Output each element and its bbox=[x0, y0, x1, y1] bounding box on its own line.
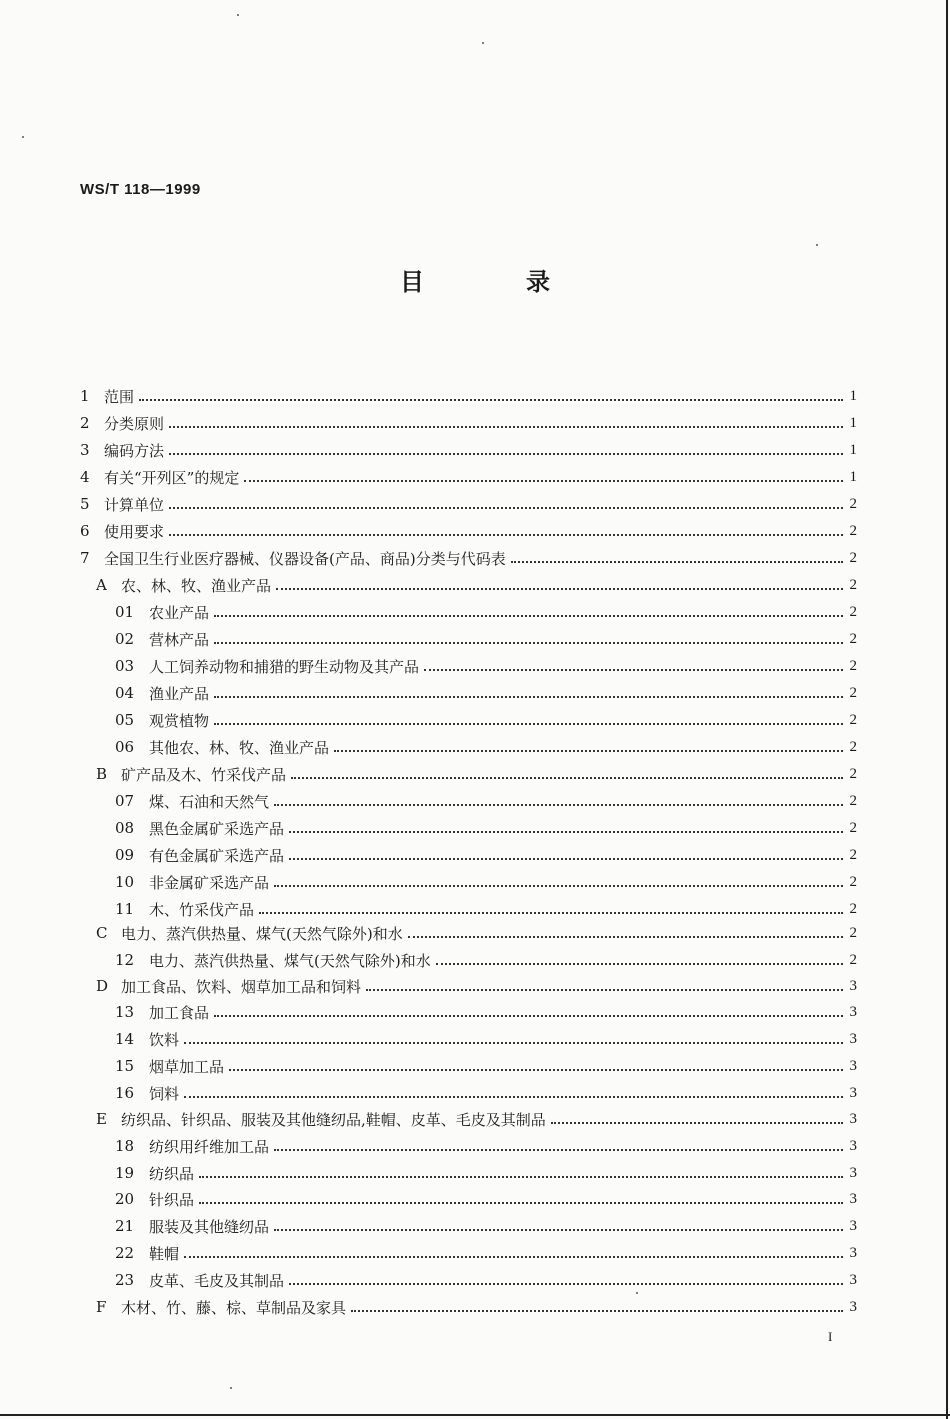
toc-page: 2 bbox=[849, 819, 857, 836]
toc-page: 2 bbox=[849, 630, 857, 647]
toc-number: 08 bbox=[115, 819, 135, 837]
toc-page: 3 bbox=[849, 1137, 857, 1154]
toc-leader bbox=[334, 748, 843, 752]
toc-entry[interactable] bbox=[115, 680, 857, 706]
toc-entry[interactable] bbox=[80, 437, 857, 463]
toc-number: 09 bbox=[115, 846, 135, 864]
toc-entry[interactable] bbox=[115, 1053, 857, 1079]
toc-title: 矿产品及木、竹采伐产品 bbox=[121, 765, 287, 784]
toc-page: 2 bbox=[849, 846, 857, 863]
toc-title: 营林产品 bbox=[149, 630, 210, 649]
toc-entry[interactable] bbox=[96, 973, 857, 999]
toc-leader bbox=[184, 1040, 843, 1044]
toc-entry[interactable] bbox=[115, 788, 857, 814]
toc-page: 1 bbox=[849, 414, 857, 431]
toc-page: 3 bbox=[849, 1271, 857, 1288]
toc-page: 3 bbox=[849, 1030, 857, 1047]
toc-number: 05 bbox=[115, 711, 135, 729]
toc-entry[interactable] bbox=[115, 999, 857, 1025]
toc-title: 煤、石油和天然气 bbox=[149, 792, 270, 811]
toc-entry[interactable] bbox=[115, 653, 857, 679]
toc-page: 2 bbox=[849, 522, 857, 539]
toc-title: 范围 bbox=[104, 387, 135, 406]
toc-entry[interactable] bbox=[115, 707, 857, 733]
toc-title: 观赏植物 bbox=[149, 711, 210, 730]
toc-title: 其他农、林、牧、渔业产品 bbox=[149, 738, 330, 757]
toc-page: 2 bbox=[849, 924, 857, 941]
toc-entry[interactable] bbox=[115, 869, 857, 895]
toc-leader bbox=[214, 1013, 843, 1017]
toc-page: 3 bbox=[849, 1244, 857, 1261]
toc-entry[interactable] bbox=[115, 842, 857, 868]
toc-entry[interactable] bbox=[115, 815, 857, 841]
toc-page: 2 bbox=[849, 684, 857, 701]
toc-entry[interactable] bbox=[80, 545, 857, 571]
toc-number: 03 bbox=[115, 657, 135, 675]
toc-number: 06 bbox=[115, 738, 135, 756]
toc-page: 2 bbox=[849, 549, 857, 566]
toc-number: 10 bbox=[115, 873, 135, 891]
toc-entry[interactable] bbox=[80, 410, 857, 436]
toc-leader bbox=[259, 910, 843, 914]
toc-leader bbox=[184, 1254, 843, 1258]
toc-number: 23 bbox=[115, 1271, 135, 1289]
toc-title: 电力、蒸汽供热量、煤气(天然气除外)和水 bbox=[121, 924, 403, 943]
toc-entry[interactable] bbox=[115, 734, 857, 760]
toc-title: 纺织品、针织品、服装及其他缝纫品,鞋帽、皮革、毛皮及其制品 bbox=[121, 1110, 546, 1129]
toc-leader bbox=[199, 1174, 843, 1178]
toc-number: 3 bbox=[80, 441, 90, 459]
toc-title: 皮革、毛皮及其制品 bbox=[149, 1271, 285, 1290]
toc-leader bbox=[511, 559, 843, 563]
toc-leader bbox=[291, 775, 843, 779]
toc-number: 2 bbox=[80, 414, 90, 432]
toc-page: 2 bbox=[849, 873, 857, 890]
toc-entry[interactable] bbox=[115, 1213, 857, 1239]
toc-entry[interactable] bbox=[115, 896, 857, 922]
toc-page: 1 bbox=[849, 468, 857, 485]
toc-number: 22 bbox=[115, 1244, 135, 1262]
toc-entry[interactable] bbox=[80, 491, 857, 517]
toc-entry[interactable] bbox=[115, 1267, 857, 1293]
toc-title: 饲料 bbox=[149, 1084, 180, 1103]
toc-leader bbox=[551, 1120, 843, 1124]
toc-entry[interactable] bbox=[115, 1080, 857, 1106]
toc-page: 3 bbox=[849, 977, 857, 994]
toc-leader bbox=[408, 934, 843, 938]
toc-title: 非金属矿采选产品 bbox=[149, 873, 270, 892]
toc-entry[interactable] bbox=[96, 572, 857, 598]
toc-title: 针织品 bbox=[149, 1190, 195, 1209]
toc-page: 3 bbox=[849, 1110, 857, 1127]
toc-entry[interactable] bbox=[115, 1186, 857, 1212]
toc-page: 2 bbox=[849, 657, 857, 674]
toc-leader bbox=[169, 505, 843, 509]
toc-number: 01 bbox=[115, 603, 135, 621]
toc-entry[interactable] bbox=[96, 1294, 857, 1320]
toc-number: 04 bbox=[115, 684, 135, 702]
toc-entry[interactable] bbox=[96, 1106, 857, 1132]
toc-entry[interactable] bbox=[96, 761, 857, 787]
toc-number: 15 bbox=[115, 1057, 135, 1075]
toc-leader bbox=[139, 397, 843, 401]
page-number: I bbox=[828, 1329, 833, 1344]
toc-number: 5 bbox=[80, 495, 90, 513]
toc-title: 农、林、牧、渔业产品 bbox=[121, 576, 272, 595]
toc-entry[interactable] bbox=[80, 518, 857, 544]
toc-leader bbox=[274, 1147, 843, 1151]
toc-number: 14 bbox=[115, 1030, 135, 1048]
document-code: WS/T 118—1999 bbox=[80, 181, 201, 198]
toc-page: 2 bbox=[849, 951, 857, 968]
toc-leader bbox=[436, 961, 843, 965]
toc-number: 6 bbox=[80, 522, 90, 540]
toc-page: 3 bbox=[849, 1190, 857, 1207]
toc-page: 3 bbox=[849, 1084, 857, 1101]
toc-leader bbox=[169, 532, 843, 536]
toc-page: 2 bbox=[849, 792, 857, 809]
toc-title: 人工饲养动物和捕猎的野生动物及其产品 bbox=[149, 657, 420, 676]
toc-leader bbox=[199, 1200, 843, 1204]
toc-number: C bbox=[96, 924, 108, 942]
toc-page: 1 bbox=[849, 387, 857, 404]
toc-title: 分类原则 bbox=[104, 414, 165, 433]
toc-leader bbox=[214, 694, 843, 698]
toc-page: 2 bbox=[849, 738, 857, 755]
toc-leader bbox=[289, 829, 843, 833]
toc-leader bbox=[169, 424, 843, 428]
title-char-1: 目 bbox=[400, 268, 424, 296]
toc-number: E bbox=[96, 1110, 107, 1128]
toc-leader bbox=[274, 1227, 843, 1231]
toc-title: 服装及其他缝纫品 bbox=[149, 1217, 270, 1236]
toc-number: 11 bbox=[115, 900, 135, 918]
toc-page: 2 bbox=[849, 765, 857, 782]
toc-title: 有关“开列区”的规定 bbox=[104, 468, 240, 487]
toc-title: 编码方法 bbox=[104, 441, 165, 460]
toc-leader bbox=[351, 1308, 843, 1312]
toc-number: 19 bbox=[115, 1164, 135, 1182]
page-title bbox=[400, 262, 550, 297]
toc-number: B bbox=[96, 765, 108, 783]
toc-number: 7 bbox=[80, 549, 90, 567]
toc-entry[interactable] bbox=[115, 1133, 857, 1159]
page-edge-bottom bbox=[0, 1414, 950, 1416]
toc-number: 12 bbox=[115, 951, 135, 969]
toc-number: 18 bbox=[115, 1137, 135, 1155]
toc-title: 木、竹采伐产品 bbox=[149, 900, 255, 919]
toc-page: 2 bbox=[849, 576, 857, 593]
toc-title: 农业产品 bbox=[149, 603, 210, 622]
toc-title: 烟草加工品 bbox=[149, 1057, 225, 1076]
toc-page: 3 bbox=[849, 1003, 857, 1020]
toc-page: 1 bbox=[849, 441, 857, 458]
toc-number: 07 bbox=[115, 792, 135, 810]
page-edge-right bbox=[946, 0, 948, 1419]
toc-page: 2 bbox=[849, 711, 857, 728]
toc-title: 全国卫生行业医疗器械、仪器设备(产品、商品)分类与代码表 bbox=[104, 549, 506, 568]
toc-title: 计算单位 bbox=[104, 495, 165, 514]
toc-leader bbox=[229, 1067, 843, 1071]
toc-entry[interactable] bbox=[80, 464, 857, 490]
toc-entry[interactable] bbox=[115, 947, 857, 973]
toc-number: A bbox=[96, 576, 107, 594]
toc-leader bbox=[244, 478, 843, 482]
toc-leader bbox=[274, 883, 843, 887]
toc-title: 使用要求 bbox=[104, 522, 165, 541]
toc-title: 饮料 bbox=[149, 1030, 180, 1049]
toc-title: 电力、蒸汽供热量、煤气(天然气除外)和水 bbox=[149, 951, 431, 970]
toc-entry[interactable] bbox=[115, 626, 857, 652]
toc-entry[interactable] bbox=[115, 1160, 857, 1186]
toc-page: 2 bbox=[849, 900, 857, 917]
toc-number: 02 bbox=[115, 630, 135, 648]
toc-number: 1 bbox=[80, 387, 90, 405]
toc-page: 2 bbox=[849, 603, 857, 620]
toc-page: 3 bbox=[849, 1217, 857, 1234]
toc-entry[interactable] bbox=[115, 1240, 857, 1266]
toc-leader bbox=[214, 613, 843, 617]
toc-page: 2 bbox=[849, 495, 857, 512]
toc-title: 纺织品 bbox=[149, 1164, 195, 1183]
toc-title: 加工食品 bbox=[149, 1003, 210, 1022]
toc-leader bbox=[276, 586, 843, 590]
toc-leader bbox=[289, 1281, 843, 1285]
toc-number: 4 bbox=[80, 468, 90, 486]
toc-entry[interactable] bbox=[96, 920, 857, 946]
toc-number: 21 bbox=[115, 1217, 135, 1235]
toc-entry[interactable] bbox=[80, 383, 857, 409]
toc-leader bbox=[366, 987, 843, 991]
toc-entry[interactable] bbox=[115, 1026, 857, 1052]
toc-title: 黑色金属矿采选产品 bbox=[149, 819, 285, 838]
toc-page: 3 bbox=[849, 1298, 857, 1315]
toc-number: 20 bbox=[115, 1190, 135, 1208]
toc-number: F bbox=[96, 1298, 107, 1316]
toc-title: 加工食品、饮料、烟草加工品和饲料 bbox=[121, 977, 362, 996]
toc-number: D bbox=[96, 977, 109, 995]
toc-leader bbox=[214, 721, 843, 725]
toc-leader bbox=[289, 856, 843, 860]
toc-leader bbox=[214, 640, 843, 644]
toc-title: 有色金属矿采选产品 bbox=[149, 846, 285, 865]
toc-number: 16 bbox=[115, 1084, 135, 1102]
toc-title: 纺织用纤维加工品 bbox=[149, 1137, 270, 1156]
toc-page: 3 bbox=[849, 1164, 857, 1181]
toc-page: 3 bbox=[849, 1057, 857, 1074]
toc-title: 鞋帽 bbox=[149, 1244, 180, 1263]
toc-leader bbox=[169, 451, 843, 455]
toc-entry[interactable] bbox=[115, 599, 857, 625]
toc-title: 木材、竹、藤、棕、草制品及家具 bbox=[121, 1298, 347, 1317]
toc-leader bbox=[424, 667, 843, 671]
toc-title: 渔业产品 bbox=[149, 684, 210, 703]
toc-leader bbox=[184, 1094, 843, 1098]
title-char-2: 录 bbox=[526, 268, 550, 296]
toc-number: 13 bbox=[115, 1003, 135, 1021]
toc-leader bbox=[274, 802, 843, 806]
